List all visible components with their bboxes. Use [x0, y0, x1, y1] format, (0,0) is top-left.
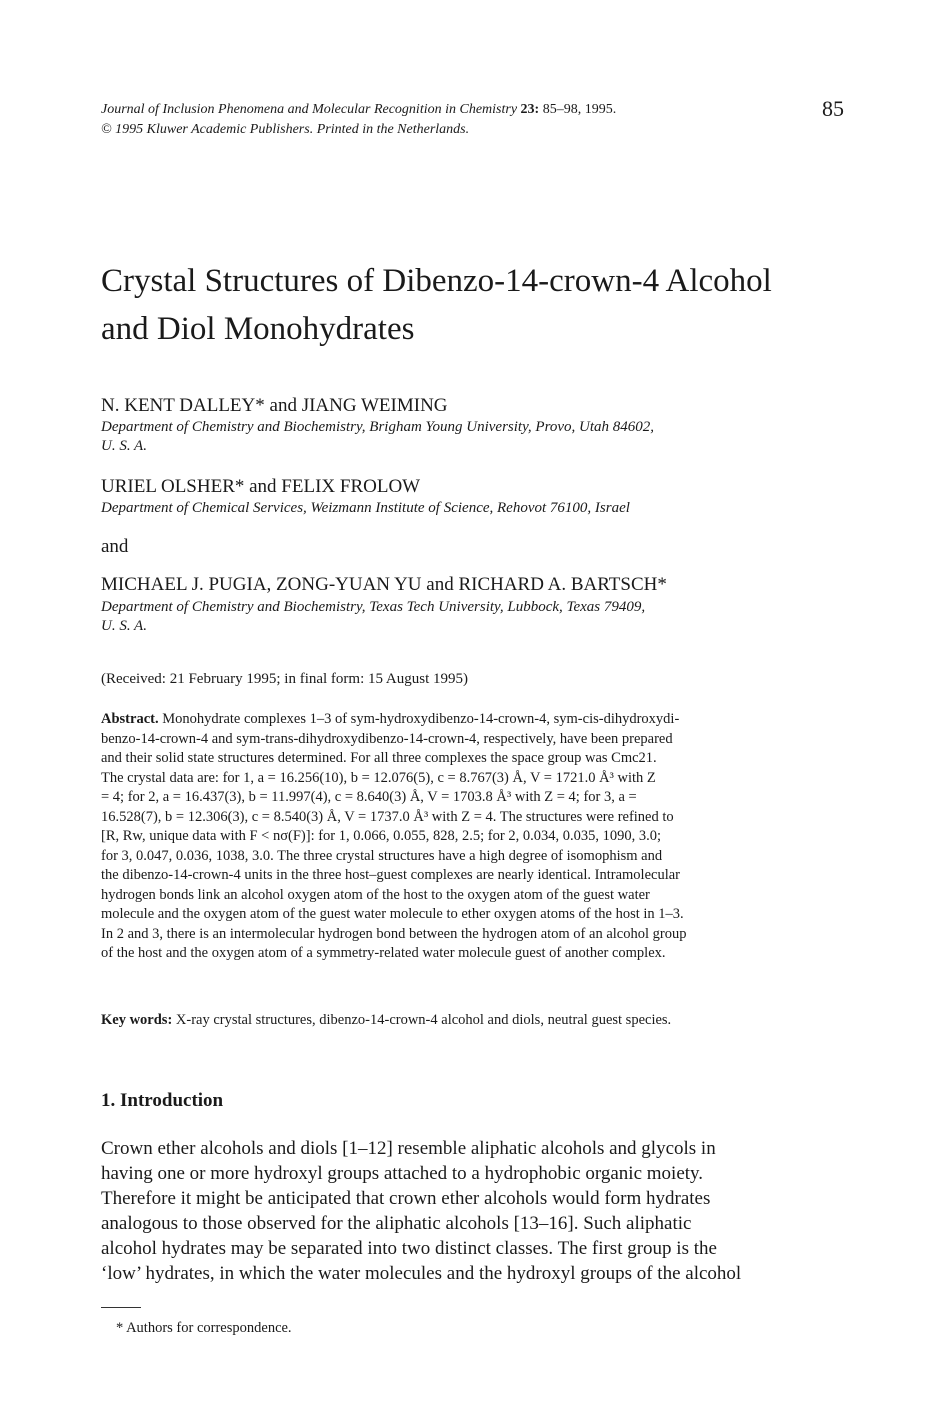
copyright-line: © 1995 Kluwer Academic Publishers. Printed in the Netherlands.: [101, 122, 470, 137]
journal-citation: [101, 100, 616, 120]
footnote-marker: *: [116, 1320, 124, 1336]
paper-title-line-1: Crystal Structures of Dibenzo-14-crown-4 Alcohol: [101, 263, 772, 299]
abstract-line: 16.528(7), b = 12.306(3), c = 8.540(3) Å, V = 1737.0 Å³ with Z = 4. The structures were refined to: [101, 808, 674, 825]
body-line: alcohol hydrates may be separated into two distinct classes. The first group is the: [101, 1238, 717, 1259]
author-group-2: URIEL OLSHER* and FELIX FROLOW: [101, 476, 421, 497]
keywords: [101, 1010, 671, 1030]
abstract-line: the dibenzo-14-crown-4 units in the three host–guest complexes are nearly identical. Intramolecular: [101, 867, 680, 883]
body-line: ‘low’ hydrates, in which the water molecules and the hydroxyl groups of the alcohol: [101, 1263, 742, 1284]
abstract-line: Abstract. Monohydrate complexes 1–3 of sym-hydroxydibenzo-14-crown-4, sym-cis-dihydroxydi-: [101, 711, 680, 727]
journal-name: Journal of Inclusion Phenomena and Molecular Recognition in Chemistry: [101, 102, 518, 117]
affiliation-1-line-1: Department of Chemistry and Biochemistry, Brigham Young University, Provo, Utah 84602,: [101, 419, 655, 435]
footnote-text: Authors for correspondence.: [126, 1320, 292, 1336]
affiliation-1-line-2: U. S. A.: [101, 438, 147, 454]
affiliation-3-line-2: U. S. A.: [101, 618, 147, 634]
body-line: having one or more hydroxyl groups attached to a hydrophobic organic moiety.: [101, 1163, 704, 1184]
abstract-line: molecule and the oxygen atom of the guest water molecule to ether oxygen atoms of the host in 1–3.: [101, 906, 684, 922]
affiliation-2-line-1: Department of Chemical Services, Weizmann Institute of Science, Rehovot 76100, Israel: [101, 500, 630, 516]
author-group-1: N. KENT DALLEY* and JIANG WEIMING: [101, 395, 448, 416]
body-line: Therefore it might be anticipated that crown ether alcohols would form hydrates: [101, 1188, 711, 1209]
section-heading: 1. Introduction: [101, 1090, 224, 1111]
footnote-rule: [101, 1307, 141, 1308]
abstract-line: for 3, 0.047, 0.036, 1038, 3.0. The three crystal structures have a high degree of isomophism and: [101, 847, 663, 864]
received-dates: (Received: 21 February 1995; in final form: 15 August 1995): [101, 671, 469, 687]
body-line: Crown ether alcohols and diols [1–12] resemble aliphatic alcohols and glycols in: [101, 1138, 716, 1159]
page-number: 85: [822, 96, 844, 121]
abstract-line: benzo-14-crown-4 and sym-trans-dihydroxydibenzo-14-crown-4, respectively, have been prepared: [101, 730, 673, 747]
abstract-line: [R, Rw, unique data with F < nσ(F)]: for 1, 0.066, 0.055, 828, 2.5; for 2, 0.034, 0.035, 1090, 3.0;: [101, 828, 661, 844]
abstract-line: and their solid state structures determined. For all three complexes the space group was Cmc21.: [101, 750, 657, 766]
footnote: [116, 1318, 292, 1338]
journal-pages: 85–98, 1995.: [542, 102, 617, 117]
paper-title-line-2: and Diol Monohydrates: [101, 311, 415, 347]
journal-volume: 23:: [520, 102, 540, 117]
abstract-line: In 2 and 3, there is an intermolecular hydrogen bond between the hydrogen atom of an alcohol group: [101, 925, 687, 942]
and-separator: and: [101, 536, 129, 557]
abstract-line: hydrogen bonds link an alcohol oxygen atom of the host to the oxygen atom of the guest water: [101, 886, 650, 903]
author-group-3: MICHAEL J. PUGIA, ZONG-YUAN YU and RICHARD A. BARTSCH*: [101, 574, 667, 595]
affiliation-3-line-1: Department of Chemistry and Biochemistry, Texas Tech University, Lubbock, Texas 79409,: [101, 599, 646, 615]
abstract-line: of the host and the oxygen atom of a symmetry-related water molecule guest of another complex.: [101, 945, 666, 961]
abstract: [101, 710, 686, 964]
body-line: analogous to those observed for the aliphatic alcohols [13–16]. Such aliphatic: [101, 1213, 692, 1234]
abstract-line: The crystal data are: for 1, a = 16.256(10), b = 12.076(5), c = 8.767(3) Å, V = 1721.0 Å³ with Z: [101, 769, 656, 786]
keywords-lead: Key words:: [101, 1012, 173, 1028]
abstract-line: = 4; for 2, a = 16.437(3), b = 11.997(4), c = 8.640(3) Å, V = 1703.8 Å³ with Z = 4; for 3, a =: [101, 789, 637, 805]
keywords-text: X-ray crystal structures, dibenzo-14-crown-4 alcohol and diols, neutral guest species.: [175, 1012, 672, 1028]
abstract-lead: Abstract.: [101, 711, 159, 727]
section-body: [101, 1136, 741, 1286]
